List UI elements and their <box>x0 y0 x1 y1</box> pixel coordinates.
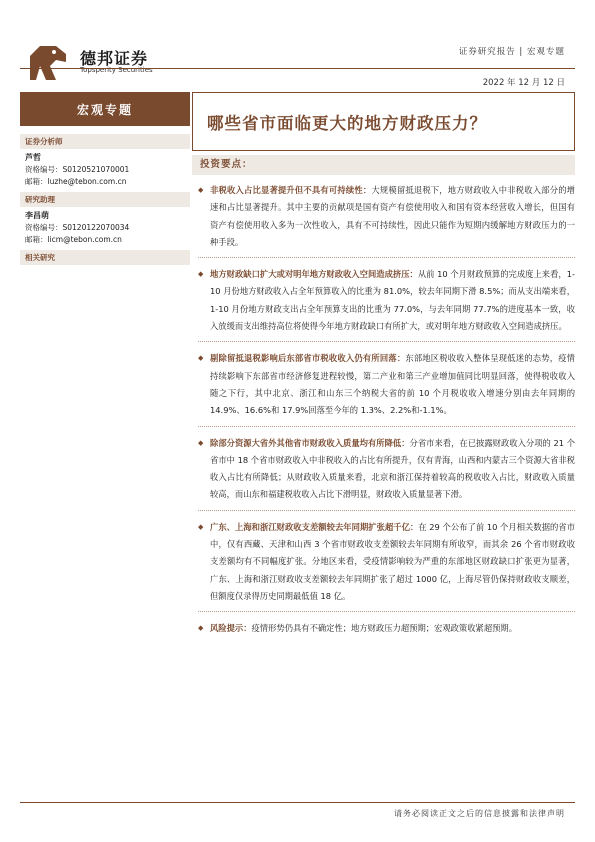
key-point-highlight: 广东、上海和浙江财政收支差额较去年同期扩张超千亿： <box>210 521 419 532</box>
key-point-text: 从前 10 个月财政预算的完成度上来看，1-10 月份地方财政收入占全年预算收入的比重为 81.0%，较去年同期下滑 8.5%；而从支出端来看，1-10 月份地方财政支出占全年预算支出的比重为 77.0%，与去年同期 77.7%的进度基本一致，收入放缓而支出维持高位将使得今年地方财政缺口有所扩大，或对明年地方财政收入空间造成挤压。 <box>210 269 575 332</box>
footer-divider <box>20 802 575 803</box>
assistant-info <box>20 207 190 250</box>
sidebar <box>20 92 190 265</box>
key-point-text: 在 29 个公布了前 10 个月相关数据的省市中，仅有西藏、天津和山西 3 个省市财政收支差额较去年同期有所收窄，而其余 26 个省市财政收支差额均有不同幅度扩张。分地区来看，受疫情影响较为严重的东部地区财政缺口扩张更为显著，广东、上海和浙江财政收支差额较去年同期扩张了超过 1000 亿，上海尽管仍保持财政收支顺差，但额度仅录得历史同期最低值 18 亿。 <box>210 521 575 601</box>
key-point <box>198 519 575 605</box>
assistant-email[interactable]: 邮箱：licm@tebon.com.cn <box>25 235 122 244</box>
key-points-heading: 投资要点： <box>192 155 575 175</box>
company-logo <box>26 40 70 84</box>
analyst-info <box>20 149 190 192</box>
key-point-text: 东部地区税收收入整体呈现低迷的态势，疫情持续影响下东部省市经济修复进程较慢，第二产业和第三产业增加值同比明显回落，使得税收收入随之下行，其中北京、浙江和山东三个纳税大省的前 10 个月税收收入增速分别由去年同期的 14.9%、16.6%和 17.9%回落至今年的 1.3%、2.2%和-1.1%。 <box>210 353 575 416</box>
key-point-text: 分省市来看，在已披露财政收入分项的 21 个省市中 18 个省市财政收入中非税收入的占比有所提升，仅有青海，山西和内蒙古三个资源大省非税收入占比有所降低；从财政收入质量来看，北京和浙江保持着较高的税收收入占比，财政收入质量较高，而山东和福建税收收入占比下滑明显，财政收入质量显著下滑。 <box>210 437 575 500</box>
point-divider <box>198 341 575 342</box>
key-point-text: 大规模留抵退税下，地方财政收入中非税收入部分的增速和占比显著提升。其中主要的贡献项是国有资产有偿使用收入和国有资本经营收入增长，但国有资产有偿使用收入多为一次性收入，具有不可持续性，因此只能作为短期内缓解地方财政压力的一种手段。 <box>210 185 575 247</box>
risk-warning-text: 疫情形势仍具有不确定性；地方财政压力超预期；宏观政策收紧超预期。 <box>251 623 518 634</box>
analyst-cert: 资格编号：S0120521070001 <box>25 165 130 174</box>
report-type: 证券研究报告 | 宏观专题 <box>458 47 565 57</box>
point-divider <box>198 510 575 511</box>
key-points-list <box>198 182 575 638</box>
report-category-tag: 宏观专题 <box>20 92 190 126</box>
point-divider <box>198 611 575 612</box>
report-title: 哪些省市面临更大的地方财政压力？ <box>207 113 487 133</box>
key-point-highlight: 非税收入占比显著提升但不具有可持续性： <box>210 185 372 195</box>
key-point <box>198 266 575 335</box>
key-point <box>198 350 575 419</box>
key-point-highlight: 除部分资源大省外其他省市财政收入质量均有所降低： <box>210 437 410 448</box>
key-point-highlight: 地方财政缺口扩大或对明年地方财政收入空间造成挤压： <box>210 269 418 280</box>
header-divider <box>20 68 575 69</box>
key-point-highlight: 剔除留抵退税影响后东部省市税收收入仍有所回落： <box>210 353 406 364</box>
analyst-name: 芦哲 <box>25 153 41 162</box>
report-date: 2022 年 12 月 12 日 <box>482 78 565 88</box>
point-divider <box>198 426 575 427</box>
company-name-cn: 德邦证券 <box>80 49 149 68</box>
report-title-box <box>192 92 575 151</box>
related-research-heading: 相关研究 <box>20 250 190 265</box>
risk-warning-label: 风险提示： <box>210 623 252 634</box>
risk-warning <box>198 620 575 637</box>
assistant-name: 李昌萌 <box>25 211 49 220</box>
key-point <box>198 182 575 251</box>
footer-disclaimer: 请务必阅读正文之后的信息披露和法律声明 <box>394 809 565 818</box>
assistant-section-heading: 研究助理 <box>20 192 190 207</box>
company-name-en: Topsperity Securities <box>80 66 153 74</box>
point-divider <box>198 257 575 258</box>
analyst-email[interactable]: 邮箱：luzhe@tebon.com.cn <box>25 177 127 186</box>
assistant-cert: 资格编号：S0120122070034 <box>25 223 130 232</box>
analyst-section-heading: 证券分析师 <box>20 134 190 149</box>
key-point <box>198 435 575 504</box>
